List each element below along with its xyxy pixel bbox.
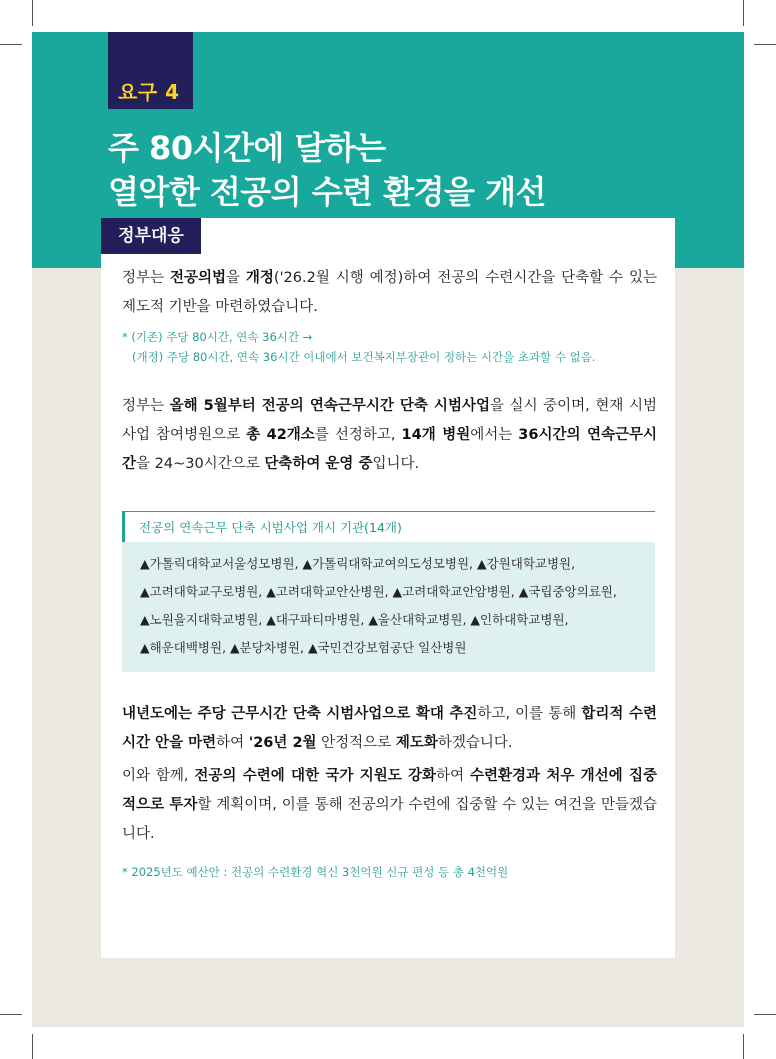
text: 정부는	[122, 270, 170, 286]
text: 에서는	[470, 427, 519, 443]
emphasis: 제도화	[395, 735, 438, 751]
emphasis: 14개 병원	[401, 427, 471, 443]
text: 할 계획이며, 이를 통해 전공의가 수련에 집중할 수 있는 여건을 만들겠습니다.	[122, 797, 657, 842]
hospital-box-header	[122, 511, 655, 543]
text: 안정적으로	[316, 735, 396, 751]
text: 정부는	[122, 398, 170, 414]
emphasis: 수련환경과 처우 개선에 집중적으로 투자	[122, 768, 657, 813]
paragraph-pilot-program	[122, 392, 657, 479]
hospital-list-line: ▲해운대백병원, ▲분당차병원, ▲국민건강보험공단 일산병원	[140, 640, 467, 655]
crop-mark	[754, 1014, 776, 1015]
crop-mark	[32, 0, 33, 26]
text: 을	[225, 270, 246, 286]
emphasis: 내년도에는 주당 근무시간 단축 시범사업으로 확대 추진	[122, 706, 478, 722]
requirement-label: 요구 4	[118, 80, 180, 104]
footnote-line-1: * (기존) 주당 80시간, 연속 36시간 →	[122, 330, 313, 344]
text: 하여	[216, 735, 249, 751]
emphasis: 합리적 수련시간 안을 마련	[122, 706, 657, 751]
text: ('26.2월 시행 예정)하여 전공의 수련시간을 단축할 수 있는 제도적 기반을 마련하였습니다.	[122, 270, 657, 315]
hospital-list-line: ▲노원을지대학교병원, ▲대구파티마병원, ▲울산대학교병원, ▲인하대학교병원,	[140, 612, 569, 627]
emphasis: 올해 5월부터 전공의 연속근무시간 단축 시범사업	[169, 398, 490, 414]
text: 하겠습니다.	[437, 735, 513, 751]
hospital-list-line: ▲고려대학교구로병원, ▲고려대학교안산병원, ▲고려대학교안암병원, ▲국립중앙의료원,	[140, 584, 617, 599]
section-tag: 정부대응	[101, 218, 201, 254]
crop-mark	[32, 1034, 33, 1059]
footnote-line-2: (개정) 주당 80시간, 연속 36시간 이내에서 보건복지부장관이 정하는 시간을 초과할 수 없음.	[132, 350, 596, 364]
crop-mark	[0, 1014, 22, 1015]
crop-mark	[754, 44, 776, 45]
crop-mark	[743, 1034, 744, 1059]
text: 를 선정하고,	[314, 427, 402, 443]
hospital-box-title: 전공의 연속근무 단축 시범사업 개시 기관(14개)	[139, 520, 402, 535]
crop-mark	[0, 44, 22, 45]
footnote-budget: * 2025년도 예산안 : 전공의 수련환경 혁신 3천억원 신규 편성 등 총 4천억원	[122, 865, 509, 879]
paragraph-next-year-plan	[122, 700, 657, 758]
text: 을 실시 중이며, 현재 시범사업 참여병원으로	[122, 398, 657, 443]
emphasis: 36시간의 연속근무시간	[122, 427, 658, 472]
emphasis: '26년 2월	[248, 735, 317, 751]
footnote-revision	[122, 327, 595, 367]
page-title-line-2: 열악한 전공의 수련 환경을 개선	[108, 173, 546, 211]
paragraph-law-revision	[122, 264, 657, 322]
text: 하여	[436, 768, 470, 784]
text: 을 24~30시간으로	[136, 456, 265, 472]
crop-mark	[743, 0, 744, 26]
text: 입니다.	[372, 456, 420, 472]
hospital-list-line: ▲가톨릭대학교서울성모병원, ▲가톨릭대학교여의도성모병원, ▲강원대학교병원,	[140, 556, 576, 571]
text: 하고, 이를 통해	[477, 706, 582, 722]
emphasis: 전공의 수련에 대한 국가 지원도 강화	[194, 768, 437, 784]
text: 이와 함께,	[122, 768, 195, 784]
emphasis: 전공의법	[169, 270, 226, 286]
emphasis: 단축하여 운영 중	[264, 456, 373, 472]
page-title	[108, 126, 546, 214]
paragraph-support-investment	[122, 762, 657, 849]
emphasis: 총 42개소	[246, 427, 315, 443]
page-title-line-1: 주 80시간에 달하는	[108, 129, 386, 167]
emphasis: 개정	[245, 270, 274, 286]
